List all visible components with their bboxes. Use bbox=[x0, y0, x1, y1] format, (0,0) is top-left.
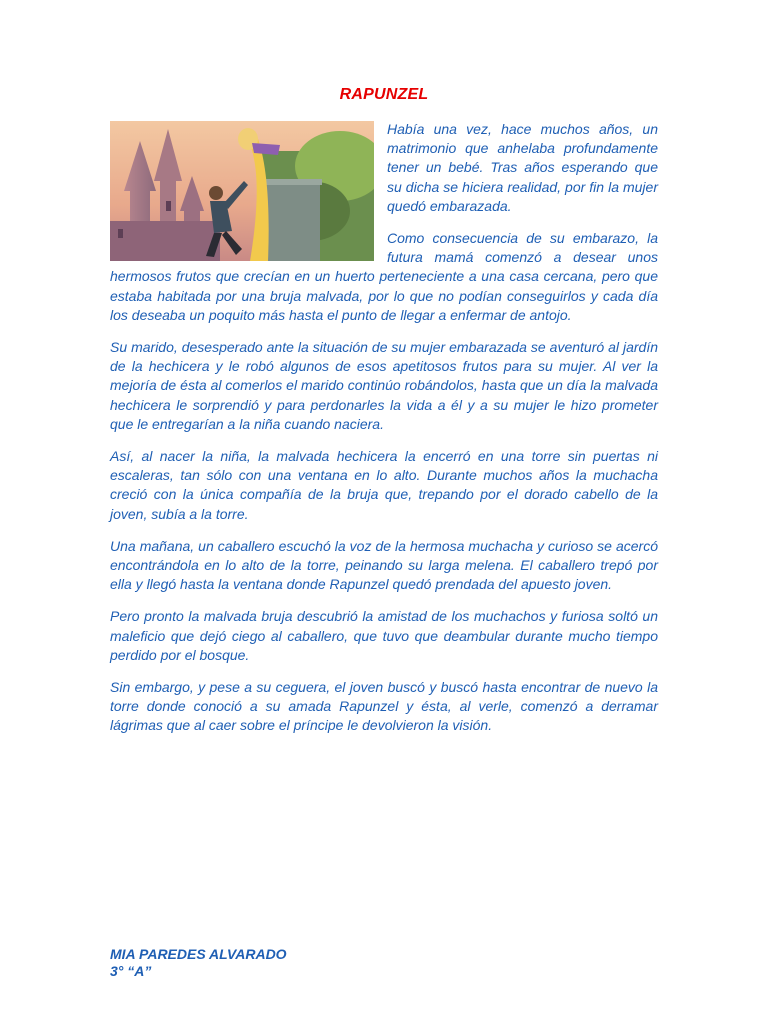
story-text bbox=[110, 120, 658, 749]
author-signature bbox=[110, 946, 287, 980]
paragraph: Pero pronto la malvada bruja descubrió la amistad de los muchachos y furiosa soltó un maleficio que dejó ciego al caballero, que tuvo que deambular durante mucho tiempo perdido por el bosque. bbox=[110, 608, 658, 663]
page-title: RAPUNZEL bbox=[339, 86, 429, 103]
paragraph: Así, al nacer la niña, la malvada hechicera la encerró en una torre sin puertas ni escaleras, tan sólo con una ventana en lo alto. Durante muchos años la muchacha creció con la única compañía de la bruja que, trepando por el dorado cabello de la joven, subía a la torre. bbox=[110, 448, 658, 522]
paragraph: Su marido, desesperado ante la situación de su mujer embarazada se aventuró al jardín de la hechicera y le robó algunos de esos apetitosos frutos para su mujer. Al ver la mejoría de ésta al comerlos el marido continúo robándolos, hasta que un día la malvada hechicera le sorprendió y para perdonarles la vida a él y a su mujer le hizo prometer que le entregarían a la niña cuando naciera. bbox=[110, 339, 658, 432]
image-wrap-spacer bbox=[110, 120, 387, 263]
author-name: MIA PAREDES ALVARADO bbox=[110, 946, 287, 962]
paragraph: Como consecuencia de su embarazo, la futura mamá comenzó a desear unos hermosos frutos que crecían en un huerto perteneciente a una casa cercana, pero que estaba habitada por una bruja malvada, por lo que no podían conseguirlos y cada día los deseaba un poquito más hasta el punto de llegar a enfermar de antojo. bbox=[110, 230, 658, 323]
paragraph: Sin embargo, y pese a su ceguera, el joven buscó y buscó hasta encontrar de nuevo la torre donde conoció a su amada Rapunzel y ésta, al verle, comenzó a derramar lágrimas que al caer sobre el príncipe le devolvieron la visión. bbox=[110, 679, 658, 734]
paragraph: Había una vez, hace muchos años, un matrimonio que anhelaba profundamente tener un bebé. Tras años esperando que su dicha se hiciera realidad, por fin la mujer quedó embarazada. bbox=[387, 121, 658, 214]
author-grade: 3° “A” bbox=[110, 963, 152, 979]
paragraph: Una mañana, un caballero escuchó la voz de la hermosa muchacha y curioso se acercó encontrándola en lo alto de la torre, peinando su larga melena. El caballero trepó por ella y llegó hasta la ventana donde Rapunzel quedó prendada del apuesto joven. bbox=[110, 537, 658, 593]
